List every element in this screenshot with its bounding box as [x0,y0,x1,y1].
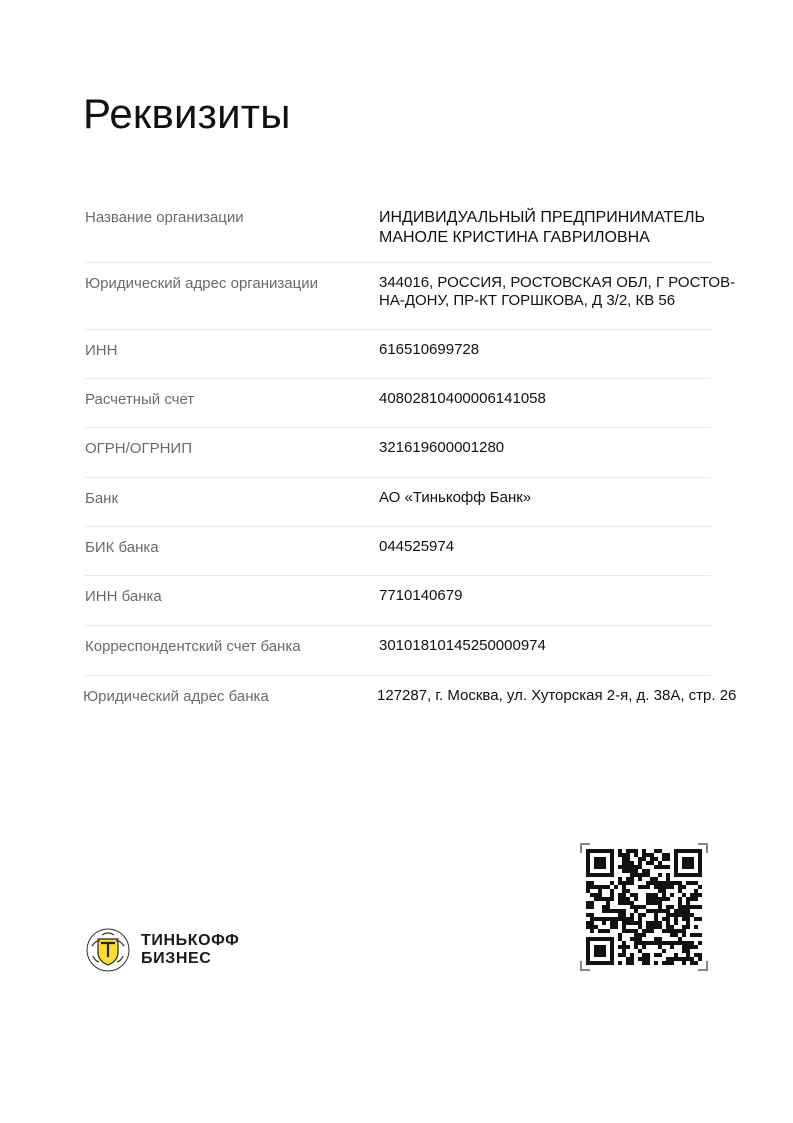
requisite-label: ИНН [85,342,118,359]
qr-code-icon [580,843,708,971]
requisite-value: 7710140679 [379,587,463,604]
requisite-label: Корреспондентский счет банка [85,638,301,655]
requisite-row-account [85,379,711,428]
logo-line-2: БИЗНЕС [141,950,212,967]
requisite-row-bank-address [83,676,737,722]
requisites-table [83,197,737,722]
requisite-label: Расчетный счет [85,391,195,408]
requisite-value: 30101810145250000974 [379,637,546,654]
requisite-row-bank [85,478,711,527]
requisite-value: 044525974 [379,538,455,555]
requisite-row-org-name [85,197,711,263]
requisite-label: ИНН банка [85,588,162,605]
requisite-value: АО «Тинькофф Банк» [379,489,532,506]
requisite-row-ogrn [85,428,711,478]
requisite-row-bik [85,527,711,576]
requisite-label: Название организации [85,209,244,226]
requisite-label: Юридический адрес банка [83,688,269,705]
requisite-value: 616510699728 [379,341,480,358]
requisite-row-org-address [85,263,736,330]
logo-line-1: ТИНЬКОФФ [141,932,240,949]
page-title: Реквизиты [83,90,291,137]
requisite-value: ИНДИВИДУАЛЬНЫЙ ПРЕДПРИНИМАТЕЛЬ МАНОЛЕ КРИСТИНА ГАВРИЛОВНА [379,209,705,246]
requisite-value: 321619600001280 [379,439,505,456]
tinkoff-business-logo [86,928,239,972]
requisite-label: Юридический адрес организации [85,275,318,292]
requisite-label: Банк [85,490,119,507]
requisite-value: 127287, г. Москва, ул. Хуторская 2-я, д. 38А, стр. 26 [377,687,737,704]
logo-text [141,932,239,968]
requisite-row-corr-account [85,626,711,676]
requisite-label: ОГРН/ОГРНИП [85,440,192,457]
tinkoff-shield-icon [86,928,130,972]
requisite-value: 40802810400006141058 [379,390,546,407]
requisite-value: 344016, РОССИЯ, РОСТОВСКАЯ ОБЛ, Г РОСТОВ-НА-ДОНУ, ПР-КТ ГОРШКОВА, Д 3/2, КВ 56 [379,274,736,309]
requisite-row-inn [85,330,711,379]
requisite-label: БИК банка [85,539,159,556]
requisite-row-bank-inn [85,576,711,626]
